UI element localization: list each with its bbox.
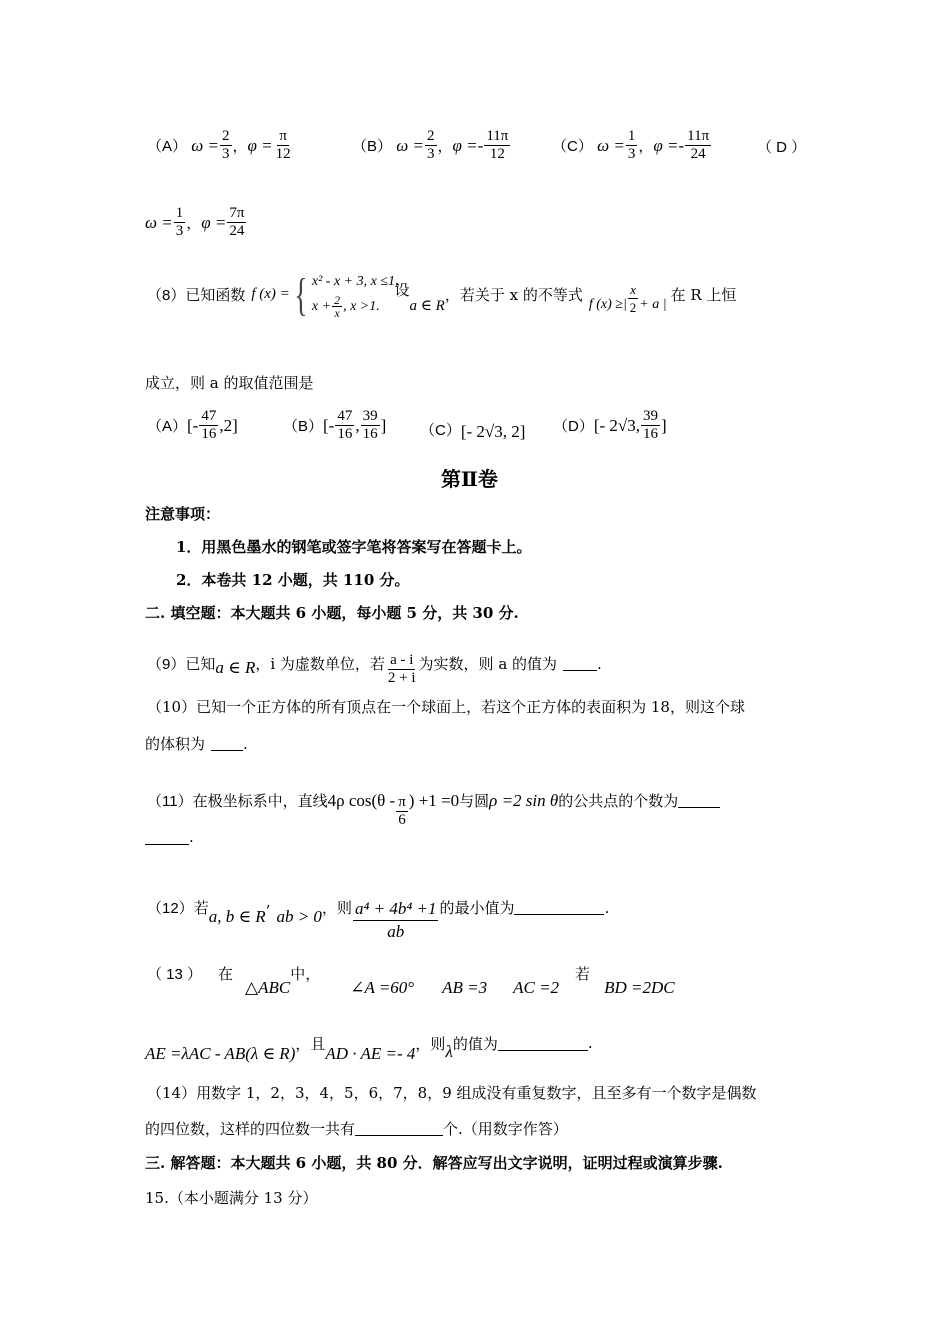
notice-item-1: 1．用黑色墨水的钢笔或签字笔将答案写在答题卡上。	[176, 538, 532, 556]
q7-option-d-label: （ D ）	[757, 139, 807, 156]
answer-blank	[514, 900, 604, 915]
piecewise-cases: x² - x + 3, x ≤1, x + $\frac{2}{x}$ , x >1.	[311, 274, 399, 320]
answer-blank	[145, 830, 189, 845]
question-8: （8） 已知函数 f (x) = { x² - x + 3, x ≤1, x + $\frac{2}{x}$ , x >1. 设 a ∈ R ，若关于 x 的不等式 f (x) ≥| $\frac{x}{2}$ + a | 在 R 上恒	[147, 268, 737, 320]
answer-blank	[211, 736, 243, 751]
q7-option-a: （A） ω = $\frac{2}{3}$ ， φ = $\frac{\pi}{12}$	[147, 128, 291, 162]
question-15-heading: 15.（本小题满分 13 分）	[145, 1189, 318, 1207]
question-11-line2: .	[145, 828, 194, 846]
question-12: （12） 若 a, b ∈ R ’ ab > 0 ，则 $\frac{\text{a⁴ + 4b⁴ +1}}{ab}$ 的最小值为 .	[147, 898, 610, 941]
answer-blank	[678, 793, 720, 808]
q8-option-a: （A） [- $\frac{47}{16}$ ,2]	[147, 408, 238, 442]
option-label: （A）	[147, 138, 188, 155]
answer-blank	[498, 1036, 588, 1051]
question-13-line2: AE =λAC - AB(λ ∈ R) ， 且 AD · AE =- 4 ， 则 λ 的值为 .	[145, 1034, 593, 1063]
question-11: （11） 在极坐标系中，直线 4ρ cos(θ - $\frac{\pi}{6}$ ) +1 =0 与圆 ρ =2 sin θ 的公共点的个数为	[147, 772, 720, 829]
question-10-line2: 的体积为 .	[145, 734, 248, 753]
q8-option-d: （D） [- 2√3, $\frac{39}{16}$ ]	[553, 408, 667, 442]
q7-option-c: （C） ω = $\frac{1}{3}$ ， φ =- $\frac{11\pi}{24}$	[552, 128, 710, 162]
question-13: （ 13 ） 在 △ABC 中， ∠A =60° AB =3 AC =2 若 BD =2DC	[147, 964, 675, 997]
q8-option-c: （C） [- 2√3, 2]	[420, 421, 526, 441]
q8-line2: 成立，则 a 的取值范围是	[145, 374, 314, 392]
question-14-line1: （14）用数字 1，2，3，4，5，6，7，8，9 组成没有重复数字，且至多有一个数字是偶数	[147, 1084, 757, 1102]
q7-option-d: ω = $\frac{1}{3}$ ， φ = $\frac{7\pi}{24}$	[145, 205, 245, 239]
section-title: 第Ⅱ卷	[441, 467, 498, 491]
question-9: （9） 已知 a ∈ R ，i 为虚数单位，若 $\frac{a - i}{2 + i}$ 为实数，则 a 的值为 .	[147, 652, 602, 686]
q8-option-b: （B） [- $\frac{47}{16}$ , $\frac{39}{16}$ ]	[283, 408, 387, 442]
question-14-line2: 的四位数，这样的四位数一共有 个.（用数字作答）	[145, 1120, 568, 1138]
question-10-line1: （10）已知一个正方体的所有顶点在一个球面上，若这个正方体的表面积为 18，则这个球	[147, 698, 745, 716]
fill-in-heading: 二. 填空题：本大题共 6 小题，每小题 5 分，共 30 分.	[145, 604, 519, 622]
notice-heading: 注意事项：	[145, 505, 221, 523]
answer-blank	[563, 656, 597, 671]
answer-section-heading: 三. 解答题：本大题共 6 小题，共 80 分．解答应写出文字说明，证明过程或演算步骤.	[145, 1154, 723, 1172]
q7-option-b: （B） ω = $\frac{2}{3}$ ， φ =- $\frac{11\pi}{12}$	[352, 128, 509, 162]
answer-blank	[355, 1121, 443, 1136]
notice-item-2: 2．本卷共 12 小题，共 110 分。	[176, 571, 410, 589]
